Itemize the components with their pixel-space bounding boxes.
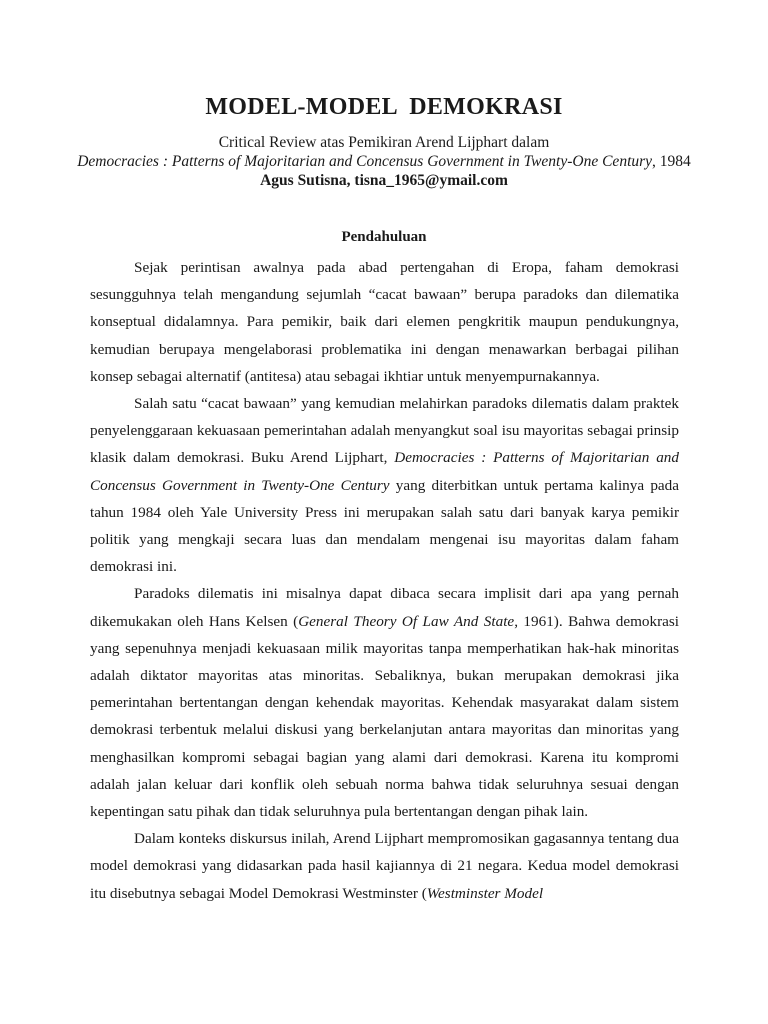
author-line: Agus Sutisna, tisna_1965@ymail.com bbox=[260, 172, 508, 189]
paragraph-3 bbox=[90, 580, 679, 825]
paragraph-2-book-title: Democracies : Patterns of Majoritarian and Concensus Government in Twenty-One Century bbox=[90, 449, 679, 494]
paragraph-2 bbox=[90, 390, 679, 580]
paragraph-1 bbox=[90, 254, 679, 390]
paragraph-1-text: Sejak perintisan awalnya pada abad pertengahan di Eropa, faham demokrasi sesungguhnya telah mengandung sejumlah “cacat bawaan” berupa paradoks dan dilematika konseptual didalamnya. Para pemikir, baik dari elemen pengkritik maupun pendukungnya, kemudian berupaya mengelaborasi problematika ini dengan menawarkan berbagai pilihan konsep sebagai alternatif (antitesa) atau sebagai ikhtiar untuk menyempurnakannya. bbox=[90, 259, 679, 385]
book-year: , 1984 bbox=[652, 153, 691, 170]
book-reference bbox=[0, 152, 768, 172]
paragraph-4-model-term: Westminster Model bbox=[426, 884, 544, 902]
paragraph-3-citation-title: General Theory Of Law And State bbox=[298, 612, 515, 630]
paragraph-3-text-end: , 1961). Bahwa demokrasi yang sepenuhnya menjadi kekuasaan milik mayoritas tanpa memperhatikan hak-hak minoritas adalah diktator mayoritas atas minoritas. Sebaliknya, bukan merupakan demokrasi jika pemerintahan bertentangan dengan kehendak mayoritas. Kehendak masyarakat dalam sistem demokrasi terbentuk melalui diskusi yang berkelanjutan antara mayoritas dan minoritas yang menghasilkan kompromi sebagai bagian yang alami dari demokrasi. Karena itu kompromi adalah jalan keluar dari konflik oleh sebuah norma bahwa tidak seluruhnya sesuai dengan kepentingan satu pihak dan tidak seluruhnya pula bertentangan dengan pihak lain. bbox=[90, 612, 679, 821]
document-title: MODEL-MODEL DEMOKRASI bbox=[205, 94, 563, 120]
paragraph-4-text-start: Dalam konteks diskursus inilah, Arend Lijphart mempromosikan gagasannya tentang dua model demokrasi yang didasarkan pada hasil kajiannya di 21 negara. Kedua model demokrasi itu disebutnya sebagai Model Demokrasi Westminster ( bbox=[90, 830, 679, 902]
section-heading: Pendahuluan bbox=[341, 229, 427, 245]
body-text bbox=[90, 254, 679, 907]
paragraph-3-text-start: Paradoks dilematis ini misalnya dapat dibaca secara implisit dari apa yang pernah dikemukakan oleh Hans Kelsen ( bbox=[90, 585, 679, 630]
paragraph-4 bbox=[90, 825, 679, 907]
document-subtitle: Critical Review atas Pemikiran Arend Lijphart dalam bbox=[218, 134, 550, 151]
paragraph-2-text-start: Salah satu “cacat bawaan” yang kemudian melahirkan paradoks dilematis dalam praktek penyelenggaraan kekuasaan pemerintahan adalah menyangkut soal isu mayoritas sebagai prinsip klasik dalam demokrasi. Buku Arend Lijphart, bbox=[90, 395, 679, 467]
paragraph-2-text-end: yang diterbitkan untuk pertama kalinya pada tahun 1984 oleh Yale University Press ini merupakan salah satu dari banyak karya pemikir politik yang mengkaji secara luas dan mendalam mengenai isu mayoritas dalam faham demokrasi ini. bbox=[90, 476, 679, 576]
book-title: Democracies : Patterns of Majoritarian and Concensus Government in Twenty-One Century bbox=[77, 153, 653, 170]
